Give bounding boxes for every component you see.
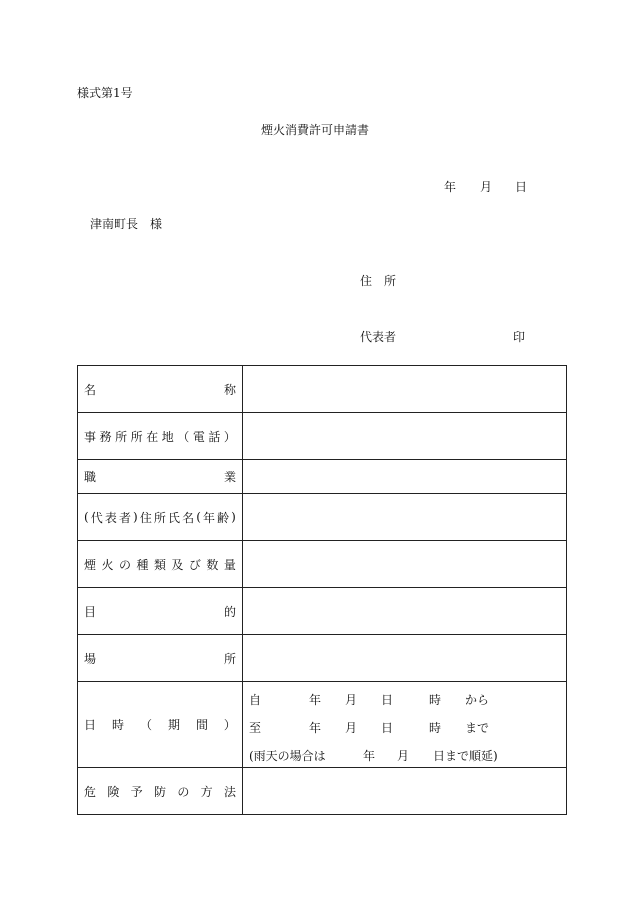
label-char: (	[196, 510, 201, 524]
label-char: 務	[99, 429, 112, 444]
label-char: 称	[223, 382, 236, 397]
label-char: の	[118, 557, 131, 572]
row-purpose	[78, 588, 567, 635]
value-datetime[interactable]	[243, 682, 567, 768]
label-char: )	[133, 510, 138, 524]
label-char: 及	[171, 557, 184, 572]
label-purpose	[78, 588, 243, 635]
label-fireworks	[78, 541, 243, 588]
label-char: 日	[84, 718, 97, 732]
label-text	[84, 783, 236, 800]
value-prevention[interactable]	[243, 768, 567, 815]
addressee: 津南町長 様	[90, 217, 163, 231]
datetime-to-line	[243, 711, 566, 739]
label-char: 煙	[84, 557, 97, 572]
representative-label: 代表者	[360, 330, 397, 344]
to-suffix: まで	[465, 720, 490, 735]
label-char: 険	[107, 784, 120, 799]
from-suffix: から	[465, 692, 490, 707]
label-char: 類	[153, 557, 166, 572]
label-char: 事	[84, 429, 97, 444]
label-text	[84, 509, 236, 526]
label-char: 職	[84, 470, 97, 484]
label-char: 所	[130, 429, 143, 444]
row-representative	[78, 494, 567, 541]
label-char: 名	[84, 382, 97, 397]
label-char: の	[177, 784, 190, 799]
label-char: 法	[223, 784, 236, 799]
label-char: ）	[223, 429, 236, 444]
applicant-address-label: 住 所	[360, 274, 397, 288]
date-year-label: 年	[444, 180, 457, 194]
rain-prefix: (雨天の場合は	[249, 748, 326, 763]
label-char: 在	[146, 429, 159, 444]
label-name	[78, 366, 243, 413]
value-fireworks[interactable]	[243, 541, 567, 588]
seal-label: 印	[513, 330, 526, 344]
label-char: 電	[192, 429, 205, 444]
label-char: 目	[84, 604, 97, 619]
label-char: 所	[115, 429, 128, 444]
label-char: び	[188, 557, 201, 572]
to-month: 月	[345, 720, 358, 735]
label-char: 年	[202, 510, 215, 525]
label-char: (	[84, 510, 89, 524]
label-prevention	[78, 768, 243, 815]
label-text	[84, 603, 236, 620]
label-office-address	[78, 413, 243, 460]
value-occupation[interactable]	[243, 460, 567, 494]
label-char: ）	[223, 718, 236, 732]
date-month-label: 月	[480, 180, 493, 194]
label-char: 齢	[217, 510, 230, 525]
rain-suffix: 日まで順延)	[433, 748, 498, 763]
label-char: 場	[84, 651, 97, 666]
row-name	[78, 366, 567, 413]
label-char: 火	[101, 557, 114, 572]
from-prefix: 自	[249, 692, 262, 707]
application-table	[77, 365, 567, 815]
label-char: 話	[208, 429, 221, 444]
label-char: 量	[223, 557, 236, 572]
label-representative	[78, 494, 243, 541]
to-prefix: 至	[249, 720, 262, 735]
value-name[interactable]	[243, 366, 567, 413]
label-char: 者	[118, 510, 131, 525]
value-representative[interactable]	[243, 494, 567, 541]
label-char: 表	[104, 510, 117, 525]
label-char: 方	[200, 784, 213, 799]
to-day: 日	[381, 720, 394, 735]
from-year: 年	[309, 692, 322, 707]
label-char: 種	[136, 557, 149, 572]
value-purpose[interactable]	[243, 588, 567, 635]
label-char: 時	[111, 718, 124, 732]
label-char: 期	[167, 718, 180, 732]
row-place	[78, 635, 567, 682]
rain-month: 月	[397, 748, 410, 763]
label-char: 防	[153, 784, 166, 799]
datetime-from-line	[243, 683, 566, 711]
label-char: 予	[130, 784, 143, 799]
label-text	[84, 468, 236, 485]
from-month: 月	[345, 692, 358, 707]
datetime-rain-line	[243, 739, 566, 767]
label-char: 地	[161, 429, 174, 444]
label-char: 代	[90, 510, 103, 525]
label-char: 業	[223, 470, 236, 484]
row-office	[78, 413, 567, 460]
label-char: （	[139, 718, 152, 732]
to-hour: 時	[429, 720, 442, 735]
rain-year: 年	[363, 748, 376, 763]
label-char: 間	[195, 718, 208, 732]
row-fireworks	[78, 541, 567, 588]
label-char: 的	[223, 604, 236, 619]
label-char: 危	[84, 784, 97, 799]
form-number: 様式第1号	[77, 86, 133, 100]
label-char: 数	[206, 557, 219, 572]
label-place	[78, 635, 243, 682]
value-office-address[interactable]	[243, 413, 567, 460]
label-text	[84, 650, 236, 667]
date-day-label: 日	[515, 180, 528, 194]
to-year: 年	[309, 720, 322, 735]
label-char: )	[231, 510, 236, 524]
label-char: 所	[153, 510, 166, 525]
label-text	[84, 428, 236, 445]
value-place[interactable]	[243, 635, 567, 682]
label-occupation	[78, 460, 243, 494]
label-text	[84, 381, 236, 398]
label-char: 名	[182, 510, 195, 525]
label-char: （	[177, 429, 190, 444]
label-char: 所	[223, 651, 236, 666]
row-datetime	[78, 682, 567, 768]
label-char: 住	[139, 510, 152, 525]
from-day: 日	[381, 692, 394, 707]
label-text	[84, 556, 236, 573]
label-datetime	[78, 682, 243, 768]
row-occupation	[78, 460, 567, 494]
row-prevention	[78, 768, 567, 815]
document-title: 煙火消費許可申請書	[260, 123, 369, 137]
label-text	[84, 716, 236, 733]
from-hour: 時	[429, 692, 442, 707]
label-char: 氏	[168, 510, 181, 525]
